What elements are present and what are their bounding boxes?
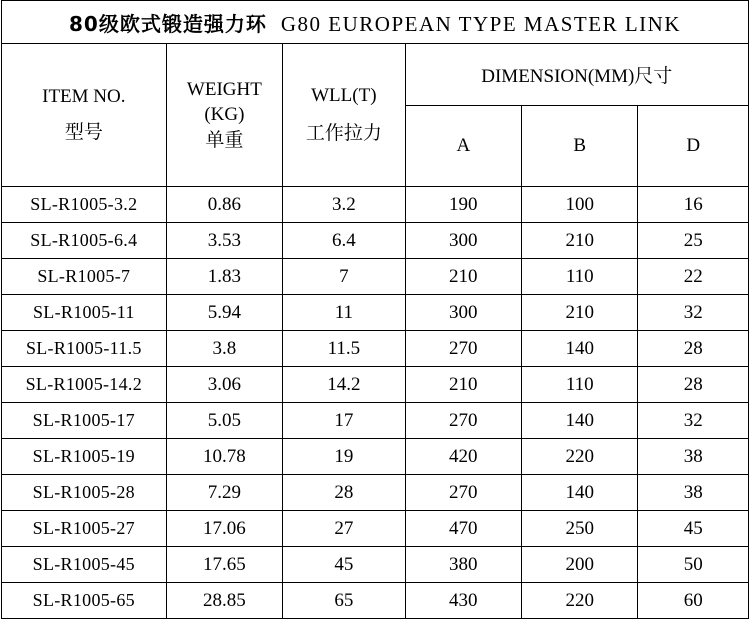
header-wll-cn: 工作拉力 bbox=[305, 122, 382, 144]
cell-b: 220 bbox=[522, 583, 638, 619]
table-row bbox=[2, 583, 749, 619]
cell-item: SL-R1005-65 bbox=[2, 583, 167, 619]
specification-table bbox=[1, 0, 749, 619]
cell-wll: 7 bbox=[283, 259, 405, 295]
header-dimension: DIMENSION(MM)尺寸 bbox=[405, 44, 748, 106]
cell-wll: 45 bbox=[283, 547, 405, 583]
table-title-en: G80 EUROPEAN TYPE MASTER LINK bbox=[280, 11, 681, 36]
cell-b: 110 bbox=[522, 367, 638, 403]
cell-weight: 0.86 bbox=[166, 187, 282, 223]
cell-weight: 17.06 bbox=[166, 511, 282, 547]
header-item-no bbox=[2, 44, 167, 187]
cell-weight: 3.53 bbox=[166, 223, 282, 259]
cell-wll: 28 bbox=[283, 475, 405, 511]
cell-a: 270 bbox=[405, 403, 521, 439]
cell-d: 16 bbox=[638, 187, 749, 223]
table-row bbox=[2, 187, 749, 223]
cell-d: 50 bbox=[638, 547, 749, 583]
cell-wll: 14.2 bbox=[283, 367, 405, 403]
cell-weight: 10.78 bbox=[166, 439, 282, 475]
header-weight-en: WEIGHT bbox=[186, 78, 262, 100]
table-row bbox=[2, 367, 749, 403]
cell-item: SL-R1005-45 bbox=[2, 547, 167, 583]
cell-b: 250 bbox=[522, 511, 638, 547]
cell-item: SL-R1005-11.5 bbox=[2, 331, 167, 367]
cell-b: 200 bbox=[522, 547, 638, 583]
cell-weight: 28.85 bbox=[166, 583, 282, 619]
header-item-no-en: ITEM NO. bbox=[42, 86, 126, 108]
cell-item: SL-R1005-27 bbox=[2, 511, 167, 547]
table-row bbox=[2, 475, 749, 511]
table-row bbox=[2, 511, 749, 547]
cell-d: 28 bbox=[638, 331, 749, 367]
header-wll bbox=[283, 44, 405, 187]
cell-a: 300 bbox=[405, 223, 521, 259]
cell-item: SL-R1005-6.4 bbox=[2, 223, 167, 259]
cell-d: 32 bbox=[638, 295, 749, 331]
table-row bbox=[2, 295, 749, 331]
table-title-row bbox=[2, 1, 749, 44]
header-weight-cn: 单重 bbox=[205, 128, 244, 151]
header-wll-en: WLL(T) bbox=[311, 85, 377, 107]
cell-a: 210 bbox=[405, 367, 521, 403]
header-dim-b: B bbox=[522, 106, 638, 187]
cell-a: 190 bbox=[405, 187, 521, 223]
cell-b: 210 bbox=[522, 223, 638, 259]
header-item-no-cn: 型号 bbox=[64, 121, 103, 143]
cell-a: 270 bbox=[405, 331, 521, 367]
header-weight bbox=[166, 44, 282, 187]
table-row bbox=[2, 403, 749, 439]
cell-d: 25 bbox=[638, 223, 749, 259]
cell-d: 28 bbox=[638, 367, 749, 403]
cell-a: 210 bbox=[405, 259, 521, 295]
cell-a: 420 bbox=[405, 439, 521, 475]
cell-item: SL-R1005-17 bbox=[2, 403, 167, 439]
cell-item: SL-R1005-7 bbox=[2, 259, 167, 295]
table-body bbox=[2, 187, 749, 619]
header-row-primary bbox=[2, 44, 749, 106]
table-row bbox=[2, 331, 749, 367]
cell-b: 100 bbox=[522, 187, 638, 223]
cell-b: 210 bbox=[522, 295, 638, 331]
header-dim-d: D bbox=[638, 106, 749, 187]
table-title-cn: 80级欧式锻造强力环 bbox=[69, 11, 267, 36]
header-weight-unit: (KG) bbox=[204, 104, 245, 126]
cell-wll: 11 bbox=[283, 295, 405, 331]
cell-item: SL-R1005-3.2 bbox=[2, 187, 167, 223]
cell-item: SL-R1005-28 bbox=[2, 475, 167, 511]
cell-a: 380 bbox=[405, 547, 521, 583]
cell-d: 38 bbox=[638, 475, 749, 511]
cell-a: 270 bbox=[405, 475, 521, 511]
cell-a: 430 bbox=[405, 583, 521, 619]
cell-item: SL-R1005-19 bbox=[2, 439, 167, 475]
cell-b: 140 bbox=[522, 475, 638, 511]
cell-weight: 3.8 bbox=[166, 331, 282, 367]
cell-wll: 6.4 bbox=[283, 223, 405, 259]
cell-weight: 3.06 bbox=[166, 367, 282, 403]
cell-weight: 17.65 bbox=[166, 547, 282, 583]
cell-b: 110 bbox=[522, 259, 638, 295]
cell-d: 22 bbox=[638, 259, 749, 295]
cell-wll: 11.5 bbox=[283, 331, 405, 367]
cell-weight: 5.05 bbox=[166, 403, 282, 439]
cell-weight: 7.29 bbox=[166, 475, 282, 511]
cell-d: 32 bbox=[638, 403, 749, 439]
cell-d: 38 bbox=[638, 439, 749, 475]
cell-b: 220 bbox=[522, 439, 638, 475]
table-row bbox=[2, 259, 749, 295]
header-dim-a: A bbox=[405, 106, 521, 187]
cell-b: 140 bbox=[522, 331, 638, 367]
cell-weight: 5.94 bbox=[166, 295, 282, 331]
table-row bbox=[2, 223, 749, 259]
cell-b: 140 bbox=[522, 403, 638, 439]
table-title bbox=[2, 1, 749, 44]
cell-a: 470 bbox=[405, 511, 521, 547]
cell-wll: 17 bbox=[283, 403, 405, 439]
cell-item: SL-R1005-11 bbox=[2, 295, 167, 331]
cell-wll: 27 bbox=[283, 511, 405, 547]
cell-wll: 3.2 bbox=[283, 187, 405, 223]
cell-d: 60 bbox=[638, 583, 749, 619]
cell-a: 300 bbox=[405, 295, 521, 331]
cell-wll: 19 bbox=[283, 439, 405, 475]
table-row bbox=[2, 547, 749, 583]
cell-d: 45 bbox=[638, 511, 749, 547]
table-row bbox=[2, 439, 749, 475]
cell-item: SL-R1005-14.2 bbox=[2, 367, 167, 403]
cell-weight: 1.83 bbox=[166, 259, 282, 295]
cell-wll: 65 bbox=[283, 583, 405, 619]
